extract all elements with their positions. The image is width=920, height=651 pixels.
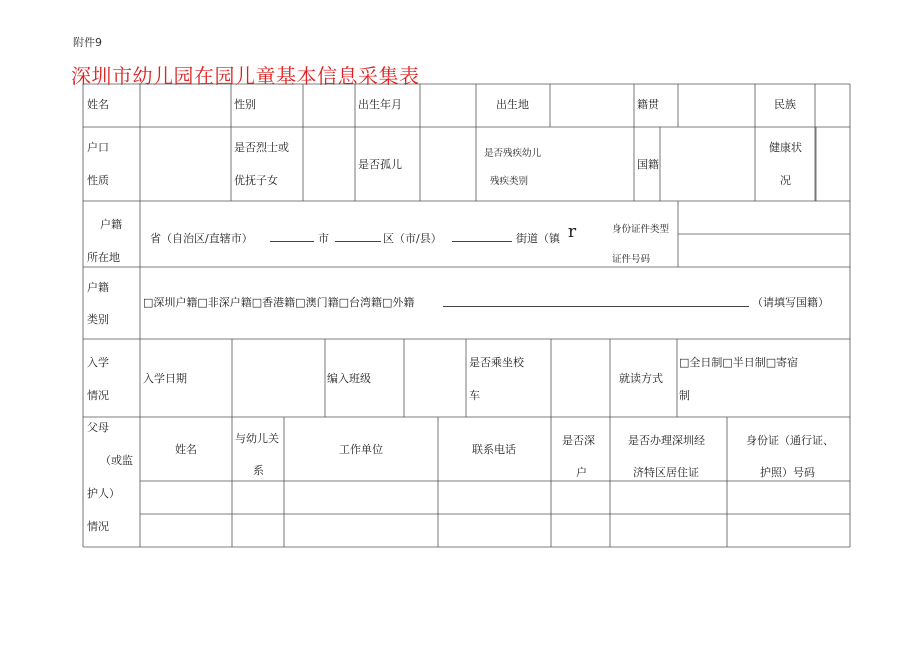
study-mode-options-cont: 制 [679, 389, 690, 402]
annex-label: 附件9 [73, 36, 102, 49]
gender-label: 性别 [234, 98, 256, 111]
shenzhen-hukou-header-line1: 是否深 [562, 434, 595, 447]
health-label-line2: 况 [780, 174, 791, 187]
orphan-label: 是否孤儿 [358, 158, 402, 171]
school-bus-label-line2: 车 [469, 389, 480, 402]
employer-header: 工作单位 [339, 443, 383, 456]
shenzhen-hukou-header-line2: 户 [576, 466, 587, 479]
name-label: 姓名 [87, 98, 109, 111]
disabled-label-line2: 残疾类别 [490, 176, 529, 187]
id-card-header-line2: 护照）号码 [760, 466, 815, 479]
study-mode-options[interactable]: □全日制□半日制□寄宿 [679, 356, 799, 369]
stray-mark: r [568, 222, 577, 242]
category-label-line2: 类别 [87, 313, 109, 326]
disabled-label-line1: 是否残疾幼儿 [484, 148, 542, 159]
ethnicity-label: 民族 [774, 98, 796, 111]
province-field: 省（自治区/直辖市） [150, 232, 253, 245]
nationality-note: （请填写国籍） [752, 296, 829, 309]
school-bus-label-line1: 是否乘坐校 [469, 356, 524, 369]
native-place-label: 籍贯 [637, 98, 659, 111]
district-blank[interactable] [335, 232, 381, 242]
residence-permit-header-line2: 济特区居住证 [633, 466, 699, 479]
enrollment-label-line2: 情况 [87, 389, 109, 402]
class-label: 编入班级 [327, 372, 371, 385]
form-title: 深圳市幼儿园在园儿童基本信息采集表 [71, 64, 420, 88]
martyr-label-line2: 优抚子女 [234, 174, 278, 187]
guardian-label-line1: 父母 [87, 421, 109, 434]
study-mode-label: 就读方式 [619, 372, 663, 385]
category-label-line1: 户籍 [87, 281, 109, 294]
id-card-header-line1: 身份证（通行证、 [746, 434, 834, 447]
phone-header: 联系电话 [472, 443, 516, 456]
street-blank[interactable] [452, 232, 512, 242]
guardian-name-header: 姓名 [175, 443, 197, 456]
birthplace-label: 出生地 [496, 98, 529, 111]
district-field: 区（市/县） [383, 232, 442, 245]
id-type-label: 身份证件类型 [612, 224, 670, 235]
city-field: 市 [318, 232, 329, 245]
nationality-blank[interactable] [443, 297, 749, 307]
relation-header-line1: 与幼儿关 [235, 432, 279, 445]
city-blank[interactable] [270, 232, 314, 242]
guardian-label-line2: （或监 [100, 454, 133, 467]
martyr-label-line1: 是否烈士或 [234, 141, 289, 154]
residence-category-options[interactable]: □深圳户籍□非深户籍□香港籍□澳门籍□台湾籍□外籍 [143, 296, 415, 309]
residence-permit-header-line1: 是否办理深圳经 [628, 434, 705, 447]
birth-date-label: 出生年月 [358, 98, 402, 111]
enrollment-label-line1: 入学 [87, 356, 109, 369]
relation-header-line2: 系 [253, 464, 264, 477]
hukou-label-line1: 户口 [87, 141, 109, 154]
street-field: 街道（镇 [516, 232, 560, 245]
guardian-label-line4: 情况 [87, 520, 109, 533]
id-number-label: 证件号码 [612, 254, 651, 265]
health-label-line1: 健康状 [769, 141, 802, 154]
nationality-label: 国籍 [637, 158, 659, 171]
enroll-date-label: 入学日期 [143, 372, 187, 385]
residence-label-line2: 所在地 [87, 251, 120, 264]
hukou-label-line2: 性质 [87, 174, 109, 187]
residence-label-line1: 户籍 [100, 218, 122, 231]
guardian-label-line3: 护人） [87, 487, 120, 500]
